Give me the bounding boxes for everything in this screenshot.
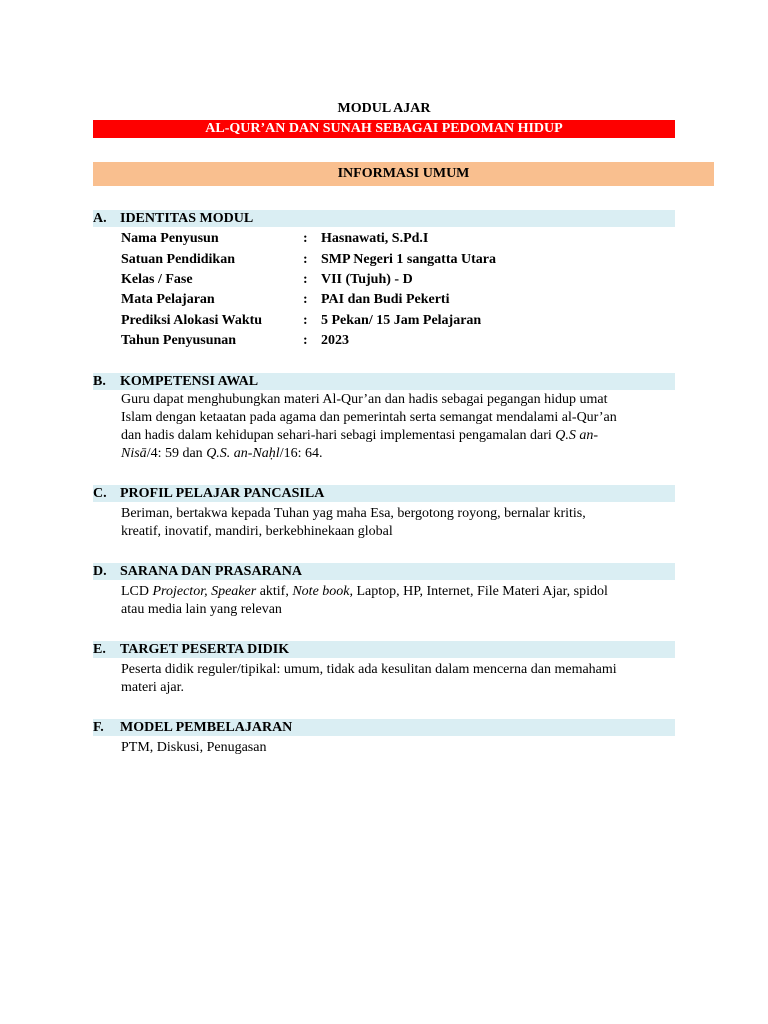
paragraph-line [121, 427, 681, 445]
section-d-header [93, 563, 675, 580]
section-letter: D. [93, 564, 107, 579]
section-title: SARANA DAN PRASARANA [120, 564, 303, 579]
section-c-body [121, 505, 681, 541]
section-title: PROFIL PELAJAR PANCASILA [120, 486, 325, 501]
paragraph-text: dan hadis dalam kehidupan sehari-hari sebagi implementasi pengamalan dari [121, 428, 556, 443]
paragraph-text: /16: 64. [279, 446, 323, 461]
paragraph-text: /4: 59 dan [146, 446, 207, 461]
section-letter: E. [93, 642, 106, 657]
identity-label: Kelas / Fase [121, 272, 193, 287]
identity-value: SMP Negeri 1 sangatta Utara [321, 252, 496, 267]
section-e-header [93, 641, 675, 658]
paragraph-italic: Projector, Speaker [152, 584, 257, 599]
paragraph-italic: Q.S. an-Naḥl [206, 446, 280, 461]
identity-row [121, 229, 681, 249]
identity-value: 2023 [321, 333, 349, 348]
section-d-body [121, 583, 681, 619]
section-letter: F. [93, 720, 104, 735]
section-c-header [93, 485, 675, 502]
paragraph-text: aktif, [256, 584, 293, 599]
section-b-body [121, 391, 681, 463]
section-title: IDENTITAS MODUL [120, 211, 254, 226]
paragraph-line [121, 445, 681, 463]
paragraph-line [121, 583, 681, 601]
document-title: MODUL AJAR [337, 101, 431, 116]
section-letter: A. [93, 211, 107, 226]
identity-label: Tahun Penyusunan [121, 333, 237, 348]
paragraph-line: materi ajar. [121, 680, 184, 695]
paragraph-line: atau media lain yang relevan [121, 602, 282, 617]
identity-colon: : [303, 252, 308, 267]
section-title: TARGET PESERTA DIDIK [120, 642, 290, 657]
identity-colon: : [303, 272, 308, 287]
paragraph-italic: Note book, [292, 584, 353, 599]
paragraph-line: kreatif, inovatif, mandiri, berkebhinekaan global [121, 524, 393, 539]
section-f-body [121, 739, 681, 757]
section-letter: C. [93, 486, 107, 501]
identity-row [121, 311, 681, 331]
section-e-body [121, 661, 681, 697]
paragraph-line: PTM, Diskusi, Penugasan [121, 740, 267, 755]
identity-value: Hasnawati, S.Pd.I [321, 231, 429, 246]
paragraph-text: Laptop, HP, Internet, File Materi Ajar, spidol [353, 584, 608, 599]
identity-label: Nama Penyusun [121, 231, 219, 246]
paragraph-line: Peserta didik reguler/tipikal: umum, tidak ada kesulitan dalam mencerna dan memahami [121, 662, 617, 677]
identity-row [121, 331, 681, 351]
paragraph-line: Islam dengan ketaatan pada agama dan pemerintah serta semangat mendalami al-Qur’an [121, 410, 617, 425]
section-a-header [93, 210, 675, 227]
identity-row [121, 270, 681, 290]
identity-value: PAI dan Budi Pekerti [321, 292, 450, 307]
paragraph-italic: Q.S an- [555, 428, 599, 443]
paragraph-italic: Nisā [121, 446, 147, 461]
identity-value: 5 Pekan/ 15 Jam Pelajaran [321, 313, 482, 328]
info-heading: INFORMASI UMUM [93, 162, 714, 186]
identity-label: Mata Pelajaran [121, 292, 215, 307]
identity-label: Prediksi Alokasi Waktu [121, 313, 263, 328]
identity-value: VII (Tujuh) - D [321, 272, 413, 287]
section-f-header [93, 719, 675, 736]
section-title: MODEL PEMBELAJARAN [120, 720, 293, 735]
identity-colon: : [303, 333, 308, 348]
identity-label: Satuan Pendidikan [121, 252, 235, 267]
section-letter: B. [93, 374, 106, 389]
identity-row [121, 290, 681, 310]
paragraph-line: Beriman, bertakwa kepada Tuhan yag maha Esa, bergotong royong, bernalar kritis, [121, 506, 586, 521]
identity-colon: : [303, 292, 308, 307]
identity-colon: : [303, 231, 308, 246]
section-title: KOMPETENSI AWAL [120, 374, 259, 389]
section-b-header [93, 373, 675, 390]
identity-row [121, 250, 681, 270]
document-subtitle: AL-QUR’AN DAN SUNAH SEBAGAI PEDOMAN HIDUP [93, 120, 675, 138]
paragraph-text: LCD [121, 584, 153, 599]
identity-colon: : [303, 313, 308, 328]
paragraph-line: Guru dapat menghubungkan materi Al-Qur’an dan hadis sebagai pegangan hidup umat [121, 392, 608, 407]
